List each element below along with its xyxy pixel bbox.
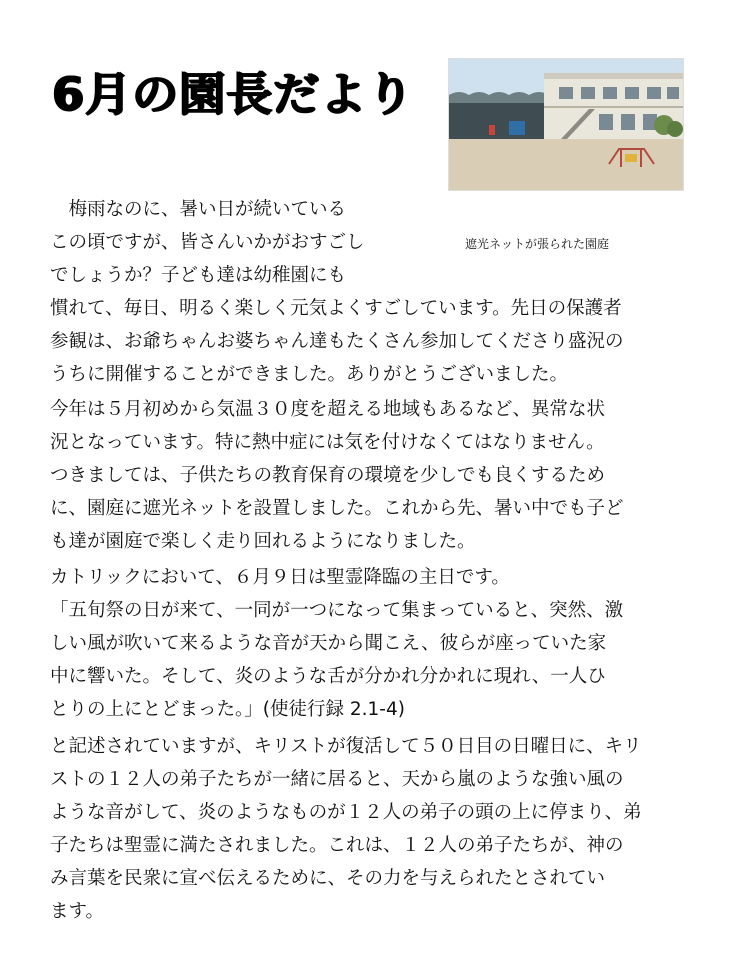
body-line: ストの１２人の弟子たちが一緒に居ると、天から嵐のような強い風の xyxy=(50,769,624,790)
body-line: とりの上にとどまった。」(使徒行録 2.1-4) xyxy=(50,699,405,720)
body-line: 「五旬祭の日が来て、一同が一つになって集まっていると、突然、激 xyxy=(50,600,624,621)
body-line: に、園庭に遮光ネットを設置しました。これから先、暑い中でも子ど xyxy=(50,498,624,519)
body-line: 子たちは聖霊に満たされました。これは、１２人の弟子たちが、神の xyxy=(50,835,624,856)
body-line: 参観は、お爺ちゃんお婆ちゃん達もたくさん参加してくださり盛況の xyxy=(50,331,624,352)
schoolyard-photo xyxy=(448,58,684,191)
body-line: しい風が吹いて来るような音が天から聞こえ、彼らが座っていた家 xyxy=(50,633,607,654)
body-line: と記述されていますが、キリストが復活して５０日目の日曜日に、キリ xyxy=(50,736,642,757)
photo-caption: 遮光ネットが張られた園庭 xyxy=(465,237,610,251)
body-line: 中に響いた。そして、炎のような舌が分かれ分かれに現れ、一人ひ xyxy=(50,666,606,687)
body-line: つきましては、子供たちの教育保育の環境を少しでも良くするため xyxy=(50,465,606,486)
body-line: ような音がして、炎のようなものが１２人の弟子の頭の上に停まり、弟 xyxy=(50,802,642,823)
body-line: うちに開催することができました。ありがとうございました。 xyxy=(50,364,569,385)
body-line: この頃ですが、皆さんいかがおすごし xyxy=(50,232,365,253)
newsletter-title: 6月の園長だより xyxy=(52,67,415,121)
body-line: 況となっています。特に熱中症には気を付けなくてはなりません。 xyxy=(50,432,605,453)
body-line: でしょうか？子ども達は幼稚園にも xyxy=(50,265,347,286)
body-line: ます。 xyxy=(50,901,105,922)
body-line: 慣れて、毎日、明るく楽しく元気よくすごしています。先日の保護者 xyxy=(50,298,622,319)
body-line: も達が園庭で楽しく走り回れるようになりました。 xyxy=(50,531,476,552)
body-line: 今年は５月初めから気温３０度を超える地域もあるなど、異常な状 xyxy=(50,399,606,420)
body-line: 梅雨なのに、暑い日が続いている xyxy=(50,199,347,220)
body-line: カトリックにおいて、６月９日は聖霊降臨の主日です。 xyxy=(50,567,510,588)
body-line: み言葉を民衆に宣べ伝えるために、その力を与えられたとされてい xyxy=(50,868,606,889)
